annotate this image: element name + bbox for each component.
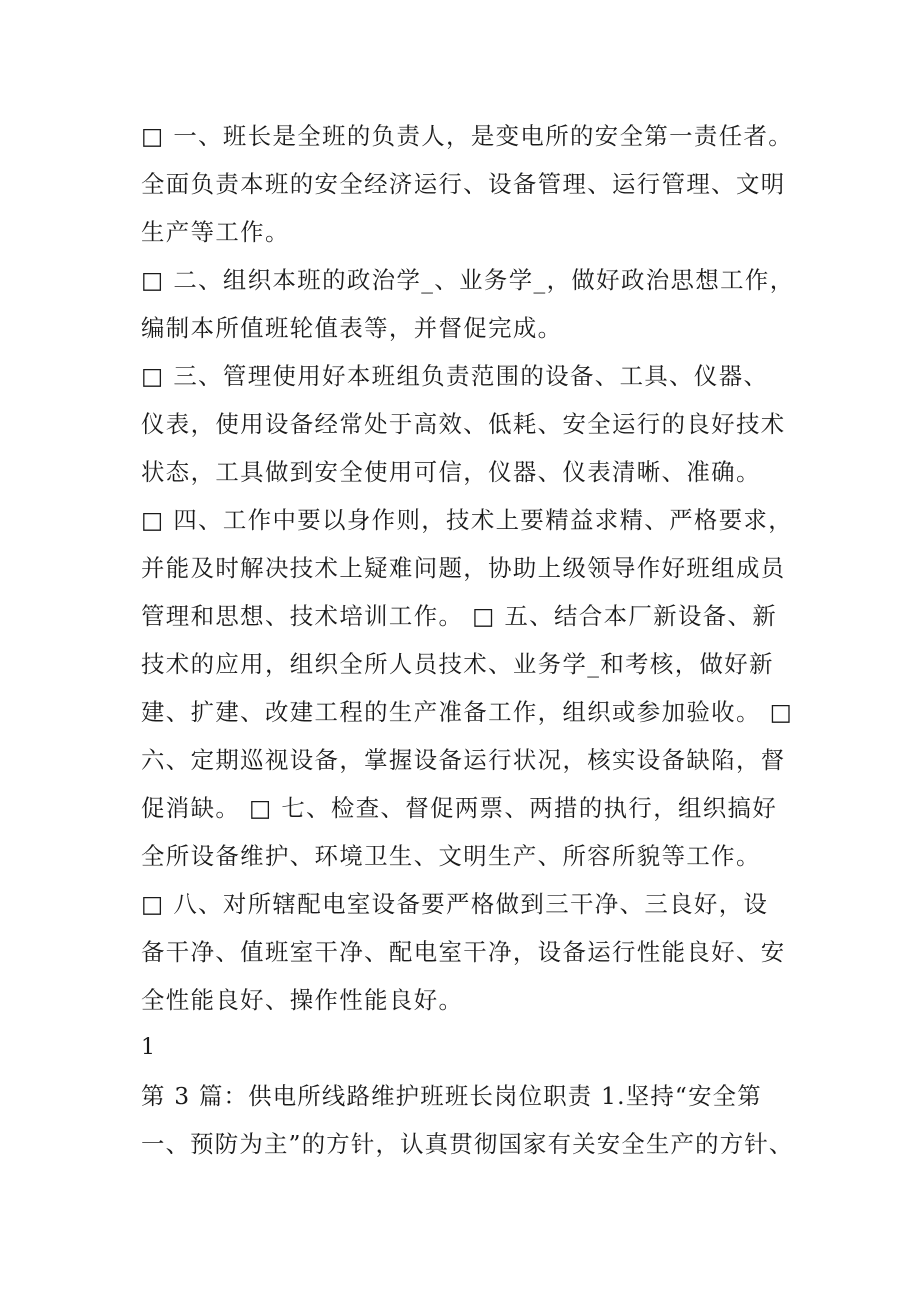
text-line-18: 备干净、值班室干净、配电室干净，设备运行性能良好、安 bbox=[141, 938, 786, 966]
text-line-4: □ 二、组织本班的政治学_、业务学_，做好政治思想工作， bbox=[141, 266, 795, 294]
text-line-14: 六、定期巡视设备，掌握设备运行状况，核实设备缺陷，督 bbox=[141, 746, 786, 774]
text-line-6: □ 三、管理使用好本班组负责范围的设备、工具、仪器、 bbox=[141, 362, 769, 390]
page-number: 1 bbox=[141, 1035, 155, 1060]
text-line-2: 全面负责本班的安全经济运行、设备管理、运行管理、文明 bbox=[141, 170, 786, 198]
text-line-5: 编制本所值班轮值表等，并督促完成。 bbox=[141, 314, 563, 342]
text-line-7: 仪表，使用设备经常处于高效、低耗、安全运行的良好技术 bbox=[141, 410, 786, 438]
text-line-19: 全性能良好、操作性能良好。 bbox=[141, 986, 464, 1014]
text-line-1: □ 一、班长是全班的负责人，是变电所的安全第一责任者。 bbox=[141, 122, 794, 150]
section-heading-line-1: 第 3 篇：供电所线路维护班班长岗位职责 1.坚持“安全第 bbox=[141, 1082, 762, 1110]
text-line-17: □ 八、对所辖配电室设备要严格做到三干净、三良好，设 bbox=[141, 890, 769, 918]
text-line-12: 技术的应用，组织全所人员技术、业务学_和考核，做好新 bbox=[141, 650, 774, 678]
section-heading-line-2: 一、预防为主”的方针，认真贯彻国家有关安全生产的方针、 bbox=[141, 1130, 794, 1158]
document-body bbox=[141, 112, 821, 1168]
text-line-10: 并能及时解决技术上疑难问题，协助上级领导作好班组成员 bbox=[141, 554, 786, 582]
text-line-13: 建、扩建、改建工程的生产准备工作，组织或参加验收。 □ bbox=[141, 698, 794, 726]
text-line-3: 生产等工作。 bbox=[141, 218, 290, 246]
text-line-11: 管理和思想、技术培训工作。 □ 五、结合本厂新设备、新 bbox=[141, 602, 778, 630]
text-line-15: 促消缺。 □ 七、检查、督促两票、两措的执行，组织搞好 bbox=[141, 794, 778, 822]
text-line-9: □ 四、工作中要以身作则，技术上要精益求精、严格要求， bbox=[141, 506, 794, 534]
text-line-8: 状态，工具做到安全使用可信，仪器、仪表清晰、准确。 bbox=[141, 458, 761, 486]
text-line-16: 全所设备维护、环境卫生、文明生产、所容所貌等工作。 bbox=[141, 842, 761, 870]
